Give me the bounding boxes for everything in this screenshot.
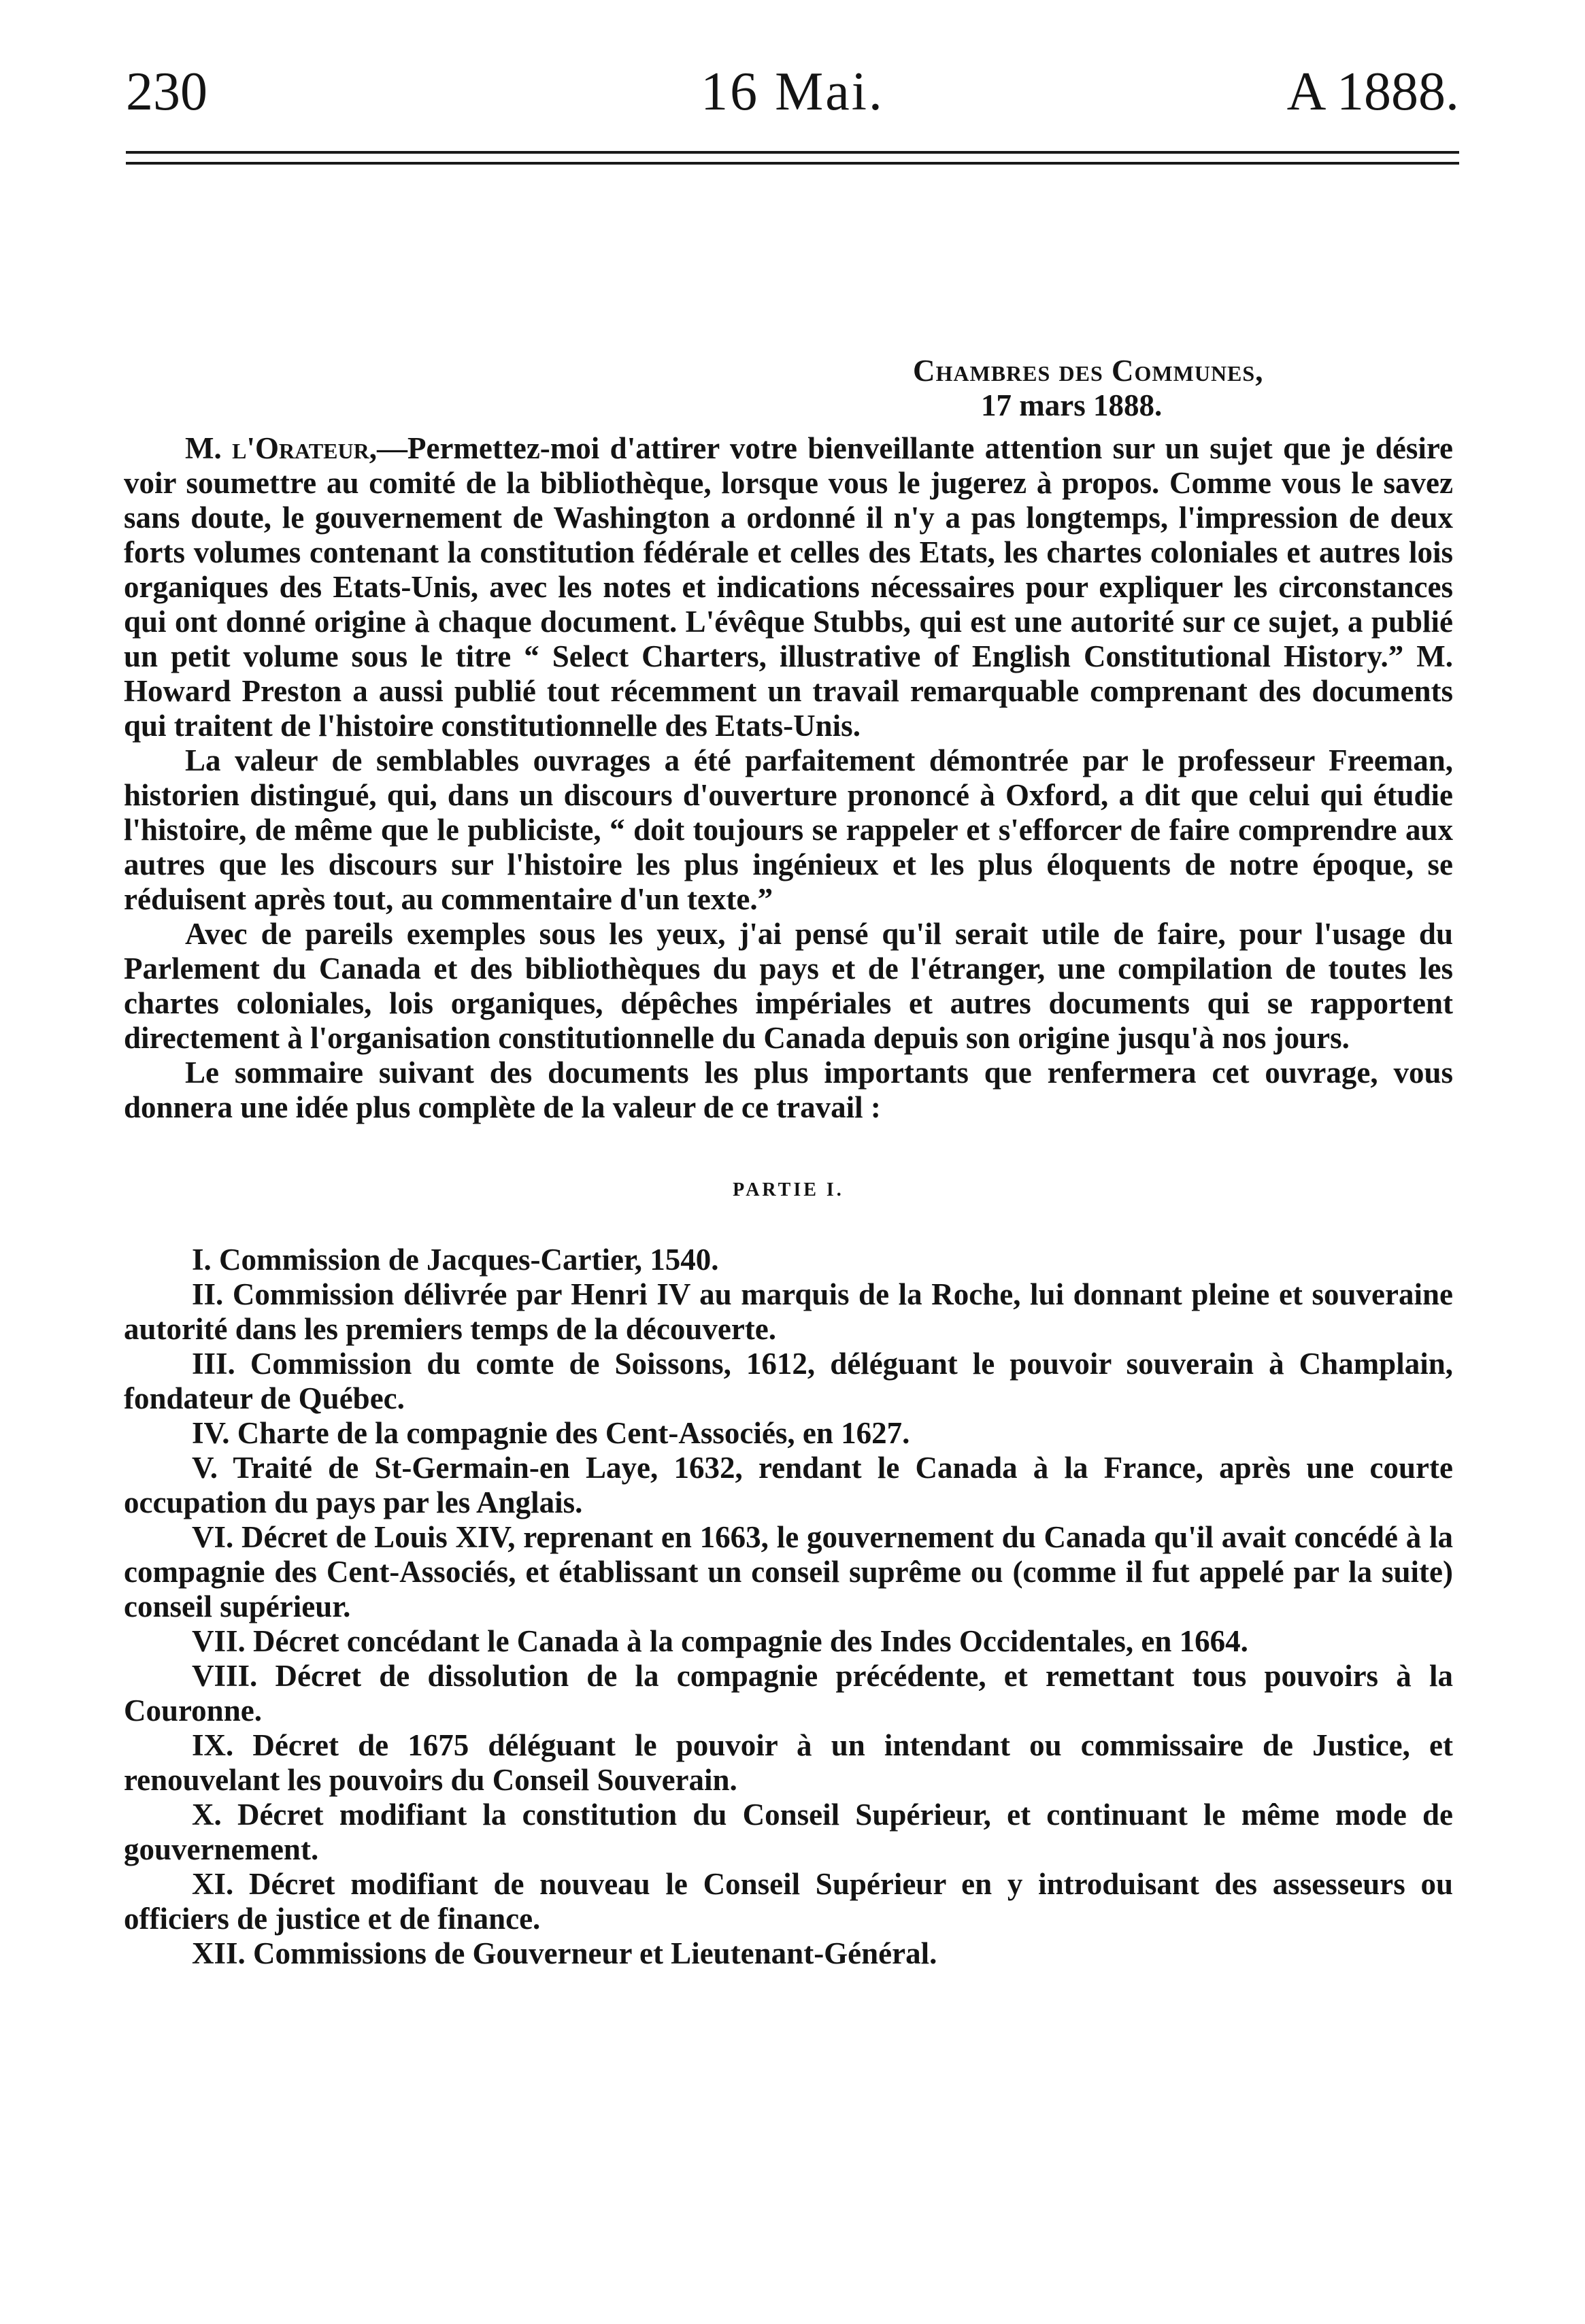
list-item: II. Commission délivrée par Henri IV au marquis de la Roche, lui donnant pleine et souveraine autorité dans les premiers temps de la découverte. (124, 1277, 1453, 1346)
part-heading: PARTIE I. (733, 1179, 844, 1200)
paragraph-2: La valeur de semblables ouvrages a été parfaitement démontrée par le professeur Freeman, historien distingué, qui, dans un discours d'ouverture prononcé à Oxford, a dit que celui qui étudie l'histoire, de même que le publiciste, “ doit toujours se rappeler et s'efforcer de faire comprendre aux autres que les discours sur l'histoire les plus ingénieux et les plus éloquents de notre époque, se réduisent après tout, au commentaire d'un texte.” (124, 743, 1453, 916)
document-list (124, 1243, 1453, 1971)
list-item: VIII. Décret de dissolution de la compagnie précédente, et remettant tous pouvoirs à la Couronne. (124, 1659, 1453, 1728)
speaker-name: M. l'Orateur, (185, 431, 377, 465)
list-item: IV. Charte de la compagnie des Cent-Associés, en 1627. (192, 1416, 910, 1450)
list-item: VI. Décret de Louis XIV, reprenant en 1663, le gouvernement du Canada qu'il avait concédé à la compagnie des Cent-Associés, et établissant un conseil suprême ou (comme il fut appelé par la suite) conseil supérieur. (124, 1520, 1453, 1623)
paragraph-3: Avec de pareils exemples sous les yeux, j'ai pensé qu'il serait utile de faire, pour l'usage du Parlement du Canada et des bibliothèques du pays et de l'étranger, une compilation de toutes les chartes coloniales, lois organiques, dépêches impériales et autres documents qui se rapportent directement à l'organisation constitutionnelle du Canada depuis son origine jusqu'à nos jours. (124, 917, 1453, 1055)
paragraph-4: Le sommaire suivant des documents les plus importants que renfermera cet ouvrage, vous donnera une idée plus complète de la valeur de ce travail : (124, 1056, 1453, 1124)
paragraph-1-text: —Permettez-moi d'attirer votre bienveillante attention sur un sujet que je désire voir soumettre au comité de la bibliothèque, lorsque vous le jugerez à propos. Comme vous le savez sans doute, le gouvernement de Washington a ordonné il n'y a pas longtemps, l'impression de deux forts volumes contenant la constitution fédérale et celles des Etats, les chartes coloniales et autres lois organiques des Etats-Unis, avec les notes et indications nécessaires pour expliquer les circonstances qui ont donné origine à chaque document. L'évêque Stubbs, qui est une autorité sur ce sujet, a publié un petit volume sous le titre “ Select Charters, illustrative of English Constitutional History.” M. Howard Preston a aussi publié tout récemment un travail remarquable comprenant des documents qui traitent de l'histoire constitutionnelle des Etats-Unis. (124, 431, 1454, 743)
running-head (126, 54, 1459, 129)
list-item: III. Commission du comte de Soissons, 1612, déléguant le pouvoir souverain à Champlain, fondateur de Québec. (124, 1347, 1453, 1415)
list-item: XI. Décret modifiant de nouveau le Conseil Supérieur en y introduisant des assesseurs ou officiers de justice et de finance. (124, 1867, 1453, 1936)
body-text (124, 354, 1453, 1971)
list-item: IX. Décret de 1675 déléguant le pouvoir à un intendant ou commissaire de Justice, et renouvelant les pouvoirs du Conseil Souverain. (124, 1728, 1453, 1797)
header-rule-top (126, 151, 1459, 154)
letter-date: 17 mars 1888. (981, 388, 1163, 422)
list-item: I. Commission de Jacques-Cartier, 1540. (192, 1243, 719, 1277)
list-item: X. Décret modifiant la constitution du Conseil Supérieur, et continuant le même mode de gouvernement. (124, 1798, 1453, 1866)
page-number: 230 (126, 62, 207, 122)
list-item: V. Traité de St-Germain-en Laye, 1632, rendant le Canada à la France, après une courte occupation du pays par les Anglais. (124, 1451, 1453, 1519)
list-item: XII. Commissions de Gouverneur et Lieutenant-Général. (192, 1936, 937, 1970)
letter-dateline: Chambres des Communes, (913, 354, 1264, 388)
running-head-date: 16 Mai. (701, 62, 884, 122)
list-item: VII. Décret concédant le Canada à la compagnie des Indes Occidentales, en 1664. (192, 1624, 1248, 1658)
header-rule-bottom (126, 162, 1459, 165)
running-head-year: A 1888. (1286, 62, 1459, 122)
paragraph-1 (124, 431, 1453, 743)
